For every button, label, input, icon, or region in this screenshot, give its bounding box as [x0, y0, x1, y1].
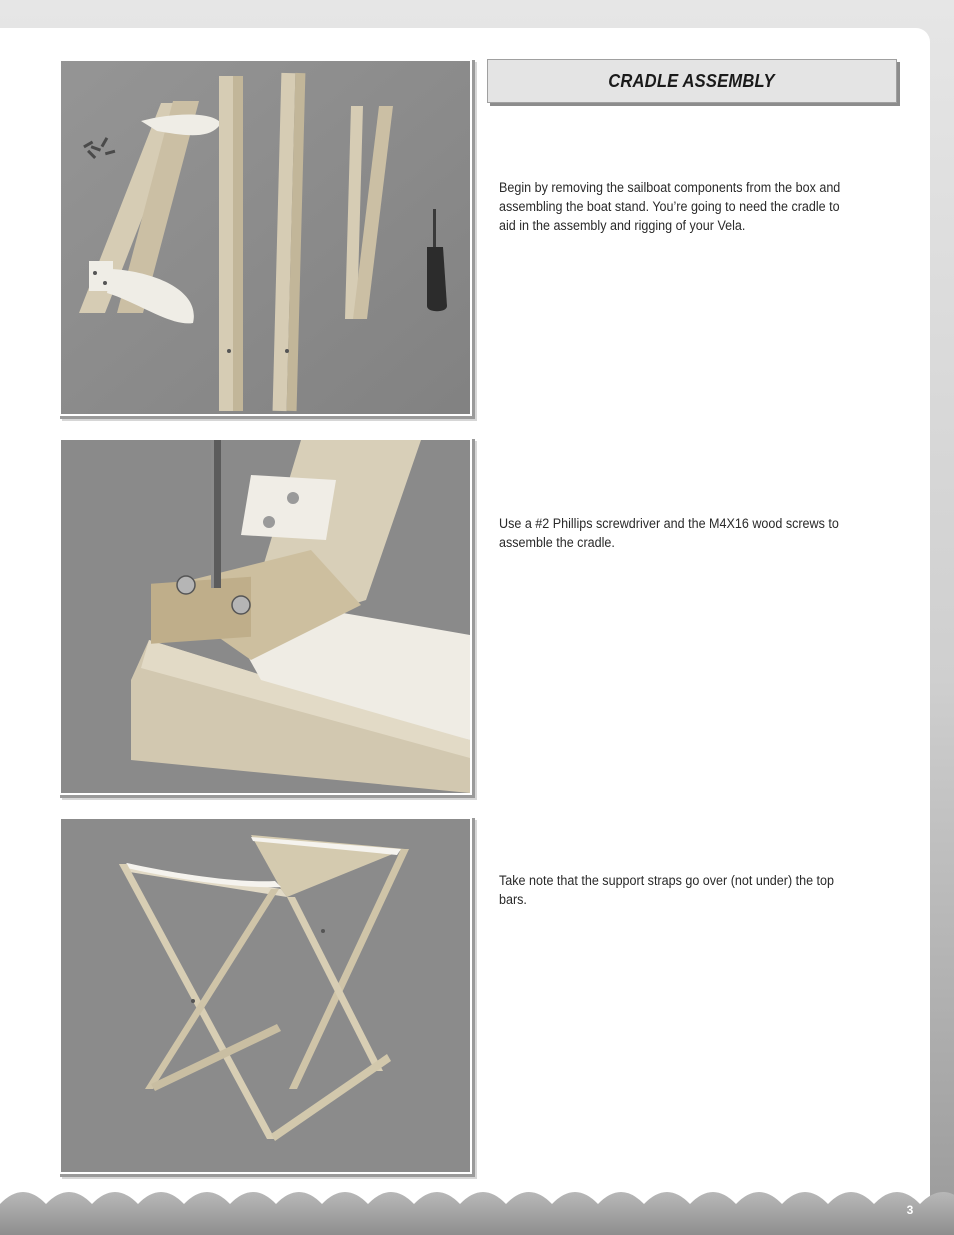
wave-border-decoration [0, 1180, 954, 1235]
photo-cradle-components [60, 60, 475, 419]
step-2-text: Use a #2 Phillips screwdriver and the M4X16 wood screws to assemble the cradle. [499, 516, 839, 550]
photo-screwdriver-assembly [60, 439, 475, 798]
cradle-components-image [61, 61, 470, 414]
screwdriver-assembly-image [61, 440, 470, 793]
section-heading-text: CRADLE ASSEMBLY [608, 70, 776, 91]
page-number: 3 [906, 1203, 914, 1217]
section-heading [487, 59, 897, 103]
step-3-text: Take note that the support straps go over (not under) the top bars. [499, 873, 835, 907]
assembled-cradle-image [61, 819, 470, 1172]
step-1-text: Begin by removing the sailboat components from the box and assembling the boat stand. You’re going to need the cradle to aid in the assembly and rigging of your Vela. [499, 180, 841, 233]
photo-assembled-cradle [60, 818, 475, 1177]
